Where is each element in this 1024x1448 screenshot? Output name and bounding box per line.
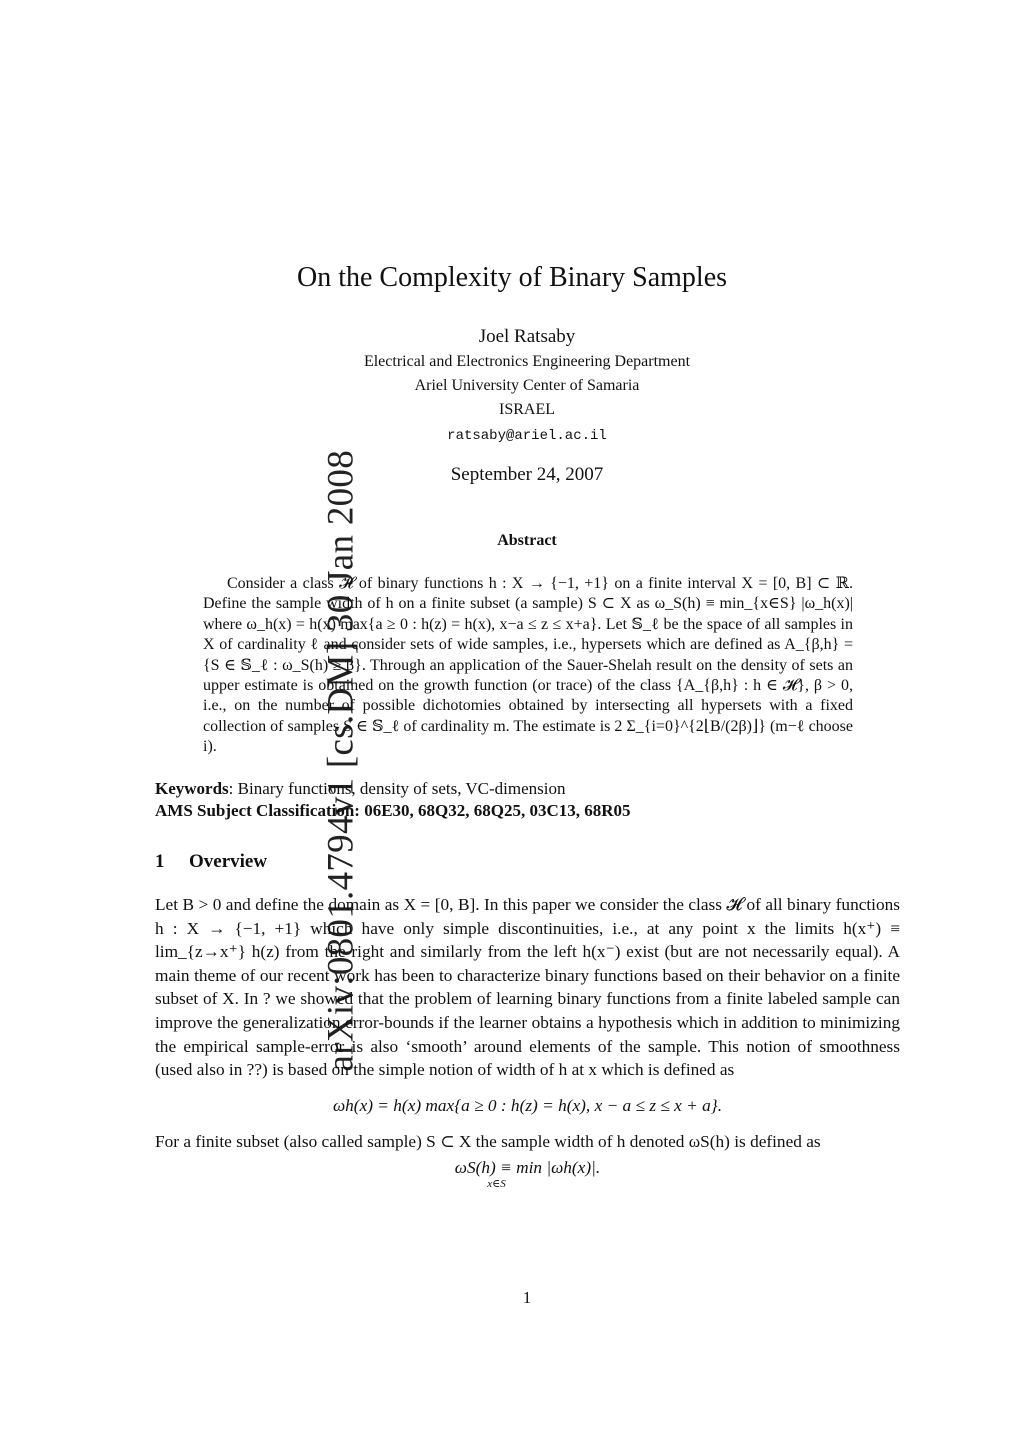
equation-width: ωh(x) = h(x) max{a ≥ 0 : h(z) = h(x), x − a ≤ z ≤ x + a}. (332, 1095, 723, 1115)
affiliation-country: ISRAEL (499, 401, 555, 418)
page-number: 1 (522, 1288, 532, 1307)
equation-sample-width (155, 1158, 900, 1190)
abstract-text: Consider a class 𝓗 of binary functions h : X → {−1, +1} on a finite interval X = [0, B] ⊂ ℝ. Define the sample width of h on a finite subset (a sample) S ⊂ X as ω_S(h) ≡ min_{x∈S} |ω_h(x)| where ω_h(x) = h(x) max{a ≥ 0 : h(z) = h(x), x−a ≤ z ≤ x+a}. Let 𝕊_ℓ be the space of all samples in X of cardinality ℓ and consider sets of wide samples, i.e., hypersets which are defined as A_{β,h} = {S ∈ 𝕊_ℓ : ω_S(h) ≥ β}. Through an application of the Sauer-Shelah result on the density of sets an upper estimate is obtained on the growth function (or trace) of the class {A_{β,h} : h ∈ 𝓗}, β > 0, i.e., on the number of possible dichotomies obtained by intersecting all hypersets with a fixed collection of samples S ∈ 𝕊_ℓ of cardinality m. The estimate is 2 Σ_{i=0}^{2⌊B/(2β)⌋} (m−ℓ choose i). (203, 575, 853, 756)
abstract-body (203, 574, 853, 758)
equation-sample-width-main: ωS(h) ≡ min |ωh(x)|. (454, 1157, 601, 1177)
section-body (155, 893, 900, 1190)
section-number: 1 (155, 851, 165, 872)
author-email-line (0, 426, 1024, 444)
equation-sample-width-subscript: x∈S (487, 1177, 506, 1190)
publication-date: September 24, 2007 (450, 464, 604, 485)
keywords-line (155, 778, 900, 800)
keywords-value: : Binary functions, density of sets, VC-dimension (228, 779, 566, 798)
affiliation-department: Electrical and Electronics Engineering Department (363, 353, 691, 370)
section-heading (155, 851, 267, 873)
section-title: Overview (189, 851, 268, 872)
abstract-heading: Abstract (497, 532, 557, 549)
author-email[interactable]: ratsaby@ariel.ac.il (447, 428, 607, 444)
keywords-label: Keywords (155, 779, 229, 798)
arxiv-identifier: arXiv:0801.4794v1 [cs.DM] 30 Jan 2008 (320, 449, 362, 1072)
affiliation-university: Ariel University Center of Samaria (414, 377, 640, 394)
paragraph-2: For a finite subset (also called sample) S ⊂ X the sample width of h denoted ωS(h) is defined as (155, 1132, 821, 1152)
author-name: Joel Ratsaby (478, 326, 576, 347)
page-title: On the Complexity of Binary Samples (296, 262, 728, 293)
ams-classification: AMS Subject Classification: 06E30, 68Q32, 68Q25, 03C13, 68R05 (155, 801, 631, 820)
keywords-block (155, 778, 900, 822)
paragraph-1: Let B > 0 and define the domain as X = [0, B]. In this paper we consider the class 𝓗 of all binary functions h : X → {−1, +1} which have only simple discontinuities, i.e., at any point x the limits h(x⁺) ≡ lim_{z→x⁺} h(z) from the right and similarly from the left h(x⁻) exist (but are not necessarily equal). A main theme of our recent work has been to characterize binary functions based on their behavior on a finite subset of X. In ? we showed that the problem of learning binary functions from a finite labeled sample can improve the generalization error-bounds if the learner obtains a hypothesis which in addition to minimizing the empirical sample-error is also ‘smooth’ around elements of the sample. This notion of smoothness (used also in ??) is based on the simple notion of width of h at x which is defined as (155, 895, 900, 1080)
